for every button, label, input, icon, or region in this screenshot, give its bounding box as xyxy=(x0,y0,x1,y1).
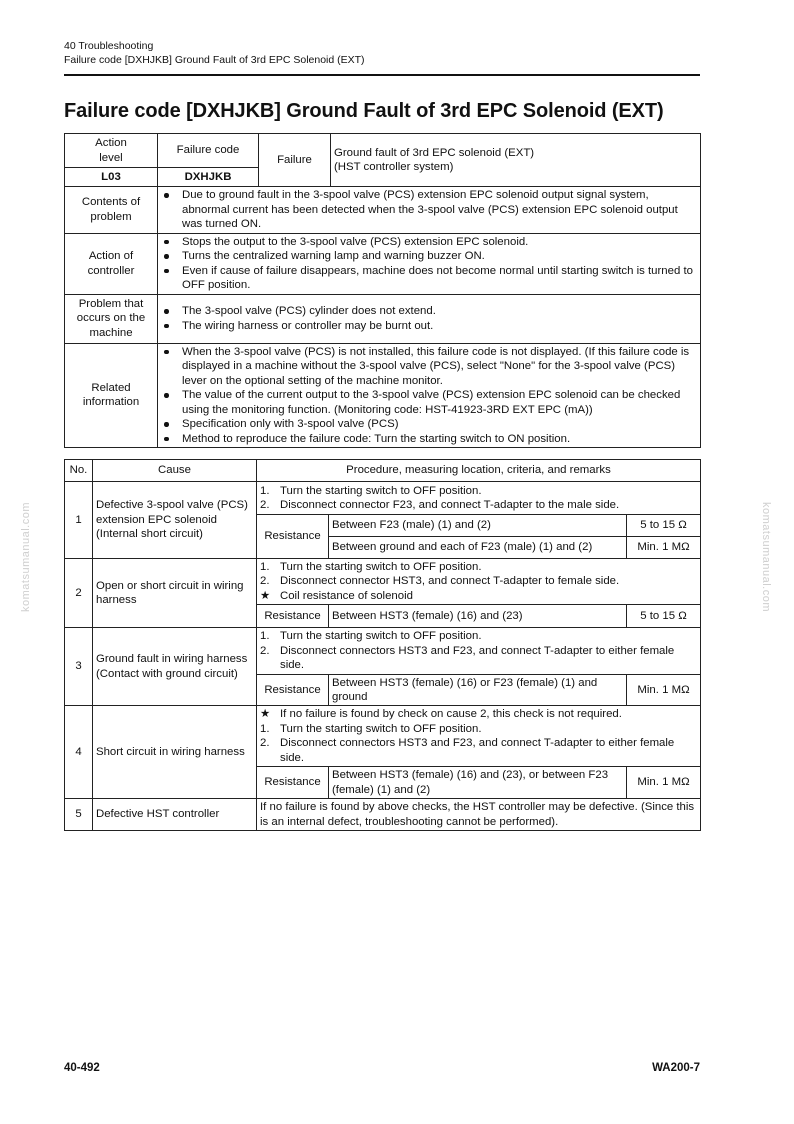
procedure-step xyxy=(260,498,697,513)
step-text: Turn the starting switch to OFF position. xyxy=(280,484,482,497)
procedure-step xyxy=(260,644,697,673)
procedure-step xyxy=(260,589,697,604)
star-mark: ★ xyxy=(260,589,271,602)
bullet-item: Due to ground fault in the 3-spool valve (PCS) extension EPC solenoid output signal system, abnormal current has been detected when the 3-spool valve (PCS) extension EPC solenoid output was turned ON. xyxy=(161,188,697,232)
bullet-item: The wiring harness or controller may be burnt out. xyxy=(161,319,697,334)
check-location: Between ground and each of F23 (male) (1) and (2) xyxy=(329,537,627,559)
info-row-label: Problem that occurs on the machine xyxy=(65,294,158,343)
failure-info-table xyxy=(64,133,701,448)
check-value: Min. 1 MΩ xyxy=(627,767,701,799)
check-value: 5 to 15 Ω xyxy=(627,515,701,537)
failure-description xyxy=(331,134,701,187)
header-cause: Cause xyxy=(93,460,257,482)
bullet-item: The value of the current output to the 3-spool valve (PCS) extension EPC solenoid can be checked using the monitoring function. (Monitoring code: HST-41923-3RD EXT EPC (mA)) xyxy=(161,388,697,417)
info-row-content xyxy=(158,343,701,448)
check-location: Between HST3 (female) (16) or F23 (female) (1) and ground xyxy=(329,675,627,706)
step-mark: 2. xyxy=(260,575,270,588)
procedure-steps xyxy=(257,706,701,767)
watermark-left: komatsumanual.com xyxy=(20,502,32,612)
step-mark: 1. xyxy=(260,630,270,643)
resistance-label: Resistance xyxy=(257,675,329,706)
cause-text: Open or short circuit in wiring harness xyxy=(93,559,257,628)
info-row-label: Contents of problem xyxy=(65,187,158,234)
step-text: Turn the starting switch to OFF position. xyxy=(280,722,482,735)
step-mark: 2. xyxy=(260,644,270,657)
cause-text: Defective 3-spool valve (PCS) extension EPC solenoid (Internal short circuit) xyxy=(93,482,257,559)
cause-no: 3 xyxy=(65,628,93,706)
action-level-value: L03 xyxy=(65,168,158,187)
step-mark: 2. xyxy=(260,499,270,511)
page-title: Failure code [DXHJKB] Ground Fault of 3rd EPC Solenoid (EXT) xyxy=(64,100,664,122)
bullet-item: Turns the centralized warning lamp and warning buzzer ON. xyxy=(161,249,697,264)
cause-text: Short circuit in wiring harness xyxy=(93,706,257,799)
procedure-steps xyxy=(257,628,701,675)
resistance-label: Resistance xyxy=(257,605,329,628)
step-mark: 1. xyxy=(260,722,270,735)
resistance-label: Resistance xyxy=(257,515,329,559)
check-value: Min. 1 MΩ xyxy=(627,675,701,706)
header-procedure: Procedure, measuring location, criteria, and remarks xyxy=(257,460,701,482)
info-row-label: Related information xyxy=(65,343,158,448)
procedure-step xyxy=(260,484,697,499)
info-row-content xyxy=(158,233,701,294)
step-text: Disconnect connector HST3, and connect T-adapter to female side. xyxy=(280,575,620,588)
header-subtitle: Failure code [DXHJKB] Ground Fault of 3rd EPC Solenoid (EXT) xyxy=(64,53,365,66)
step-text: Disconnect connectors HST3 and F23, and connect T-adapter to either female side. xyxy=(280,644,675,672)
cause-text: Ground fault in wiring harness (Contact with ground circuit) xyxy=(93,628,257,706)
cause-no: 1 xyxy=(65,482,93,559)
model-number: WA200-7 xyxy=(652,1062,700,1074)
check-value: 5 to 15 Ω xyxy=(627,605,701,628)
bullet-item: Even if cause of failure disappears, machine does not become normal until starting switch is turned to OFF position. xyxy=(161,264,697,293)
step-text: Turn the starting switch to OFF position. xyxy=(280,630,482,643)
procedure-step xyxy=(260,560,697,575)
cause-no: 2 xyxy=(65,559,93,628)
running-header xyxy=(64,40,365,67)
header-section: 40 Troubleshooting xyxy=(64,40,154,52)
bullet-item: Specification only with 3-spool valve (PCS) xyxy=(161,417,697,432)
watermark-right: komatsumanual.com xyxy=(760,502,772,612)
cause-table xyxy=(64,459,701,831)
check-location: Between F23 (male) (1) and (2) xyxy=(329,515,627,537)
action-level-label: Action level xyxy=(65,134,158,168)
step-mark: 1. xyxy=(260,484,270,497)
procedure-steps xyxy=(257,482,701,515)
step-text: Turn the starting switch to OFF position. xyxy=(280,560,482,573)
procedure-step xyxy=(260,707,697,722)
step-mark: 2. xyxy=(260,737,270,749)
failure-code-label: Failure code xyxy=(158,134,259,168)
failure-code-value: DXHJKB xyxy=(158,168,259,187)
info-row-content xyxy=(158,294,701,343)
header-no: No. xyxy=(65,460,93,482)
step-text: Disconnect connectors HST3 and F23, and connect T-adapter to either female side. xyxy=(280,737,675,764)
bullet-item: The 3-spool valve (PCS) cylinder does not extend. xyxy=(161,304,697,319)
bullet-item: Method to reproduce the failure code: Turn the starting switch to ON position. xyxy=(161,432,697,447)
info-row-label: Action of controller xyxy=(65,233,158,294)
header-rule xyxy=(64,74,700,76)
bullet-item: Stops the output to the 3-spool valve (PCS) extension EPC solenoid. xyxy=(161,235,697,250)
step-text: Disconnect connector F23, and connect T-adapter to the male side. xyxy=(280,499,620,511)
check-value: Min. 1 MΩ xyxy=(627,537,701,559)
cause-no: 4 xyxy=(65,706,93,799)
failure-desc-line-2: (HST controller system) xyxy=(334,161,454,173)
star-mark: ★ xyxy=(260,708,271,720)
cause-no: 5 xyxy=(65,799,93,831)
failure-desc-line-1: Ground fault of 3rd EPC solenoid (EXT) xyxy=(334,146,535,159)
failure-label: Failure xyxy=(259,134,331,187)
procedure-step xyxy=(260,736,697,765)
step-text: If no failure is found by check on cause 2, this check is not required. xyxy=(280,708,622,720)
check-location: Between HST3 (female) (16) and (23), or between F23 (female) (1) and (2) xyxy=(329,767,627,799)
procedure-steps xyxy=(257,559,701,605)
check-location: Between HST3 (female) (16) and (23) xyxy=(329,605,627,628)
step-text: Coil resistance of solenoid xyxy=(280,589,413,602)
page-number: 40-492 xyxy=(64,1062,100,1074)
procedure-step xyxy=(260,574,697,589)
procedure-note: If no failure is found by above checks, the HST controller may be defective. (Since this is an internal defect, troubleshooting cannot be performed). xyxy=(257,799,701,831)
resistance-label: Resistance xyxy=(257,767,329,799)
info-row-content xyxy=(158,187,701,234)
cause-text: Defective HST controller xyxy=(93,799,257,831)
bullet-item: When the 3-spool valve (PCS) is not installed, this failure code is not displayed. (If this failure code is displayed in a machine without the 3-spool valve (PCS), select "None" for the 3-spool valve (PCS) lever on the optional setting of the machine monitor. xyxy=(161,345,697,389)
procedure-step xyxy=(260,629,697,644)
procedure-step xyxy=(260,722,697,737)
step-mark: 1. xyxy=(260,560,270,573)
